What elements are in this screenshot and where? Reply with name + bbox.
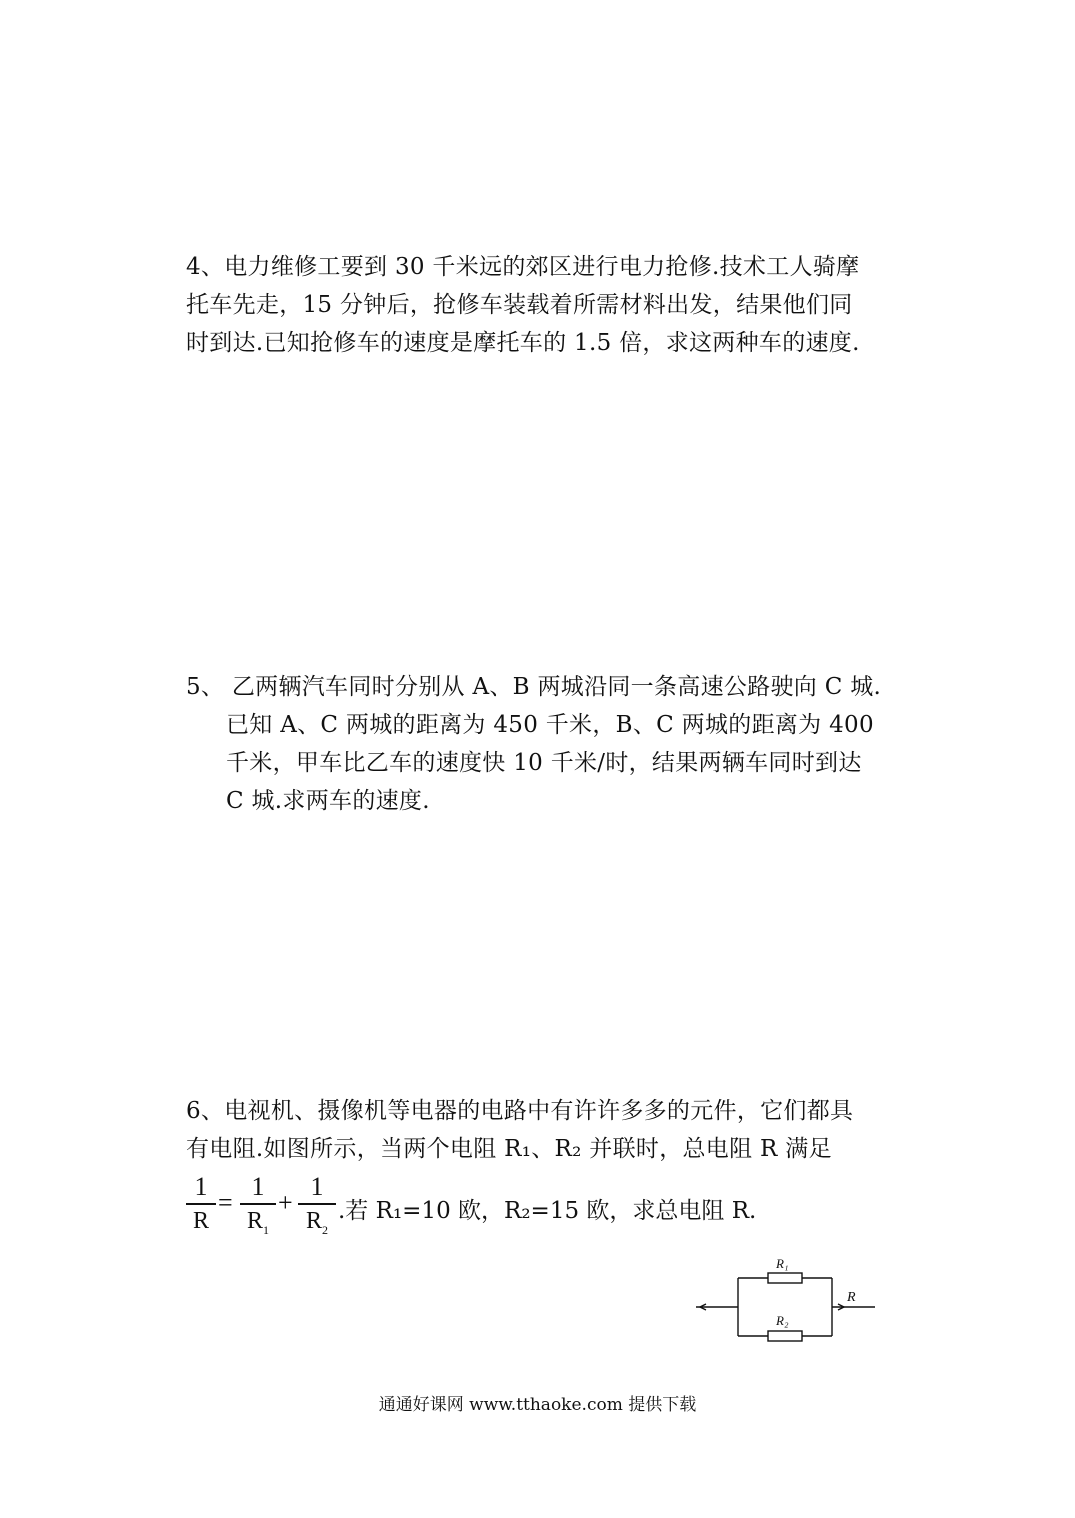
formula-tail-text: .若 R₁=10 欧，R₂=15 欧，求总电阻 R. <box>338 1198 757 1224</box>
fraction-1-over-r2 <box>298 1172 336 1245</box>
label-r: R <box>847 1290 856 1305</box>
q4-line-2: 托车先走，15 分钟后，抢修车装载着所需材料出发，结果他们同 <box>186 292 853 318</box>
q6-line-1: 6、电视机、摄像机等电器的电路中有许许多多的元件，它们都具 <box>186 1098 854 1124</box>
denominator-r1: $R_1$ <box>246 1207 269 1237</box>
q6-line-2: 有电阻.如图所示，当两个电阻 R₁、R₂ 并联时，总电阻 R 满足 <box>186 1136 832 1162</box>
fraction-1-over-r <box>186 1172 216 1236</box>
fraction-1-over-r1 <box>240 1172 276 1245</box>
resistance-formula <box>186 1172 886 1242</box>
resistor-r1 <box>768 1273 802 1283</box>
equals-sign: = <box>218 1188 233 1217</box>
q5-line-1: 5、 乙两辆汽车同时分别从 A、B 两城沿同一条高速公路驶向 C 城. <box>186 674 882 700</box>
numerator: 1 <box>310 1172 324 1201</box>
resistor-r2 <box>768 1331 802 1341</box>
q5-line-3: 千米，甲车比乙车的速度快 10 千米/时，结果两辆车同时到达 <box>226 750 862 776</box>
q5-line-2: 已知 A、C 两城的距离为 450 千米，B、C 两城的距离为 400 <box>226 712 874 738</box>
numerator: 1 <box>194 1172 208 1201</box>
q4-line-3: 时到达.已知抢修车的速度是摩托车的 1.5 倍，求这两种车的速度. <box>186 330 860 356</box>
denominator-r2: $R_2$ <box>305 1207 328 1237</box>
numerator: 1 <box>251 1172 265 1201</box>
question-5 <box>186 668 891 820</box>
footer-credit: 通通好课网 www.tthaoke.com 提供下载 <box>378 1395 697 1415</box>
denominator-r: R <box>192 1207 209 1234</box>
plus-sign: + <box>278 1188 293 1217</box>
q5-line-4: C 城.求两车的速度. <box>226 788 430 814</box>
parallel-circuit-diagram <box>690 1250 890 1350</box>
label-r2: R₂ <box>776 1313 789 1328</box>
question-6 <box>186 1092 891 1168</box>
q4-line-1: 4、电力维修工要到 30 千米远的郊区进行电力抢修.技术工人骑摩 <box>186 254 860 280</box>
question-4 <box>186 248 891 362</box>
label-r1: R₁ <box>776 1256 789 1271</box>
